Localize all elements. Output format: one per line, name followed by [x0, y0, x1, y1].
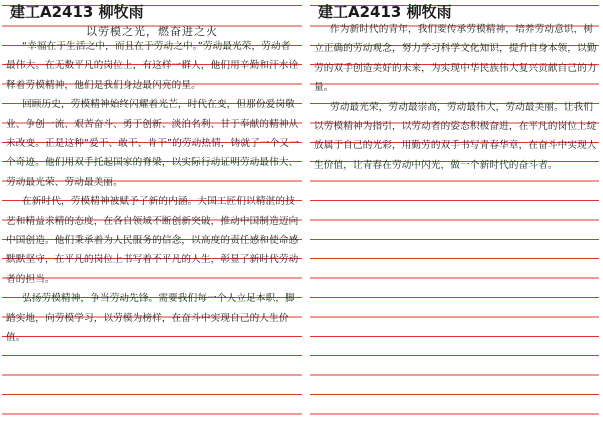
- right-page: [310, 0, 599, 428]
- left-page-header: 建工A2413 柳牧雨: [10, 3, 144, 21]
- paragraph-text: 劳动最光荣，劳动最崇高，劳动最伟大，劳动最美丽。让我们以劳模精神为指引，以劳动者的姿态积极奋进，在平凡的岗位上绽放属于自己的光彩，用勤劳的双手书写青春华章，在奋斗中实现人生价值，让青春在劳动中闪光，做一个新时代的奋斗者。: [314, 101, 597, 171]
- right-page-body: [314, 20, 597, 175]
- paragraph-text: 弘扬劳模精神，争当劳动先锋。需要我们每一个人立足本职，脚踏实地，向劳模学习，以劳模为榜样，在奋斗中实现自己的人生价值。: [6, 293, 295, 344]
- paragraph-text: 在新时代，劳模精神被赋予了新的内涵。大国工匠们以精湛的技艺和精益求精的态度，在各自领域不断创新突破，推动中国制造迈向中国创造。他们秉承着为人民服务的信念，以高度的责任感和使命感默默坚守，在平凡的岗位上书写着不平凡的人生，彰显了新时代劳动者的担当。: [6, 196, 299, 285]
- paragraph-text: 作为新时代的青年，我们要传承劳模精神，培养劳动意识，树立正确的劳动观念，努力学习科学文化知识，提升自身本领，以勤劳的双手创造美好的未来，为实现中华民族伟大复兴贡献自己的力量。: [314, 24, 597, 94]
- paragraph-text: “幸福在于生活之中，而且在于劳动之中。”劳动最光荣，劳动者最伟大。在无数平凡的岗位上，有这样一群人，他们用辛勤和汗水诠释着劳模精神，他们是我们身边最闪亮的星。: [6, 41, 299, 91]
- paragraph: [6, 192, 300, 289]
- paragraph: [6, 95, 300, 192]
- paragraph-text: 回顾历史，劳模精神始终闪耀着光芒，时代在变，但那份爱岗敬业、争创一流、艰苦奋斗、勇于创新、淡泊名利、甘于奉献的精神从未改变。正是这种“爱干、敢干、肯干”的劳动热情，铸就了一个又一个奇迹。他们用双手托起国家的脊梁，以实际行动证明劳动最伟大、劳动最光荣、劳动最美丽。: [6, 99, 299, 188]
- essay-title: 以劳模之光，燃奋进之火: [86, 25, 218, 38]
- left-page: [2, 0, 302, 428]
- paragraph: [314, 98, 597, 176]
- paragraph: [314, 20, 597, 98]
- right-page-header: 建工A2413 柳牧雨: [318, 3, 452, 21]
- paragraph: [6, 289, 300, 347]
- paragraph: [6, 37, 300, 95]
- left-page-body: [6, 37, 300, 348]
